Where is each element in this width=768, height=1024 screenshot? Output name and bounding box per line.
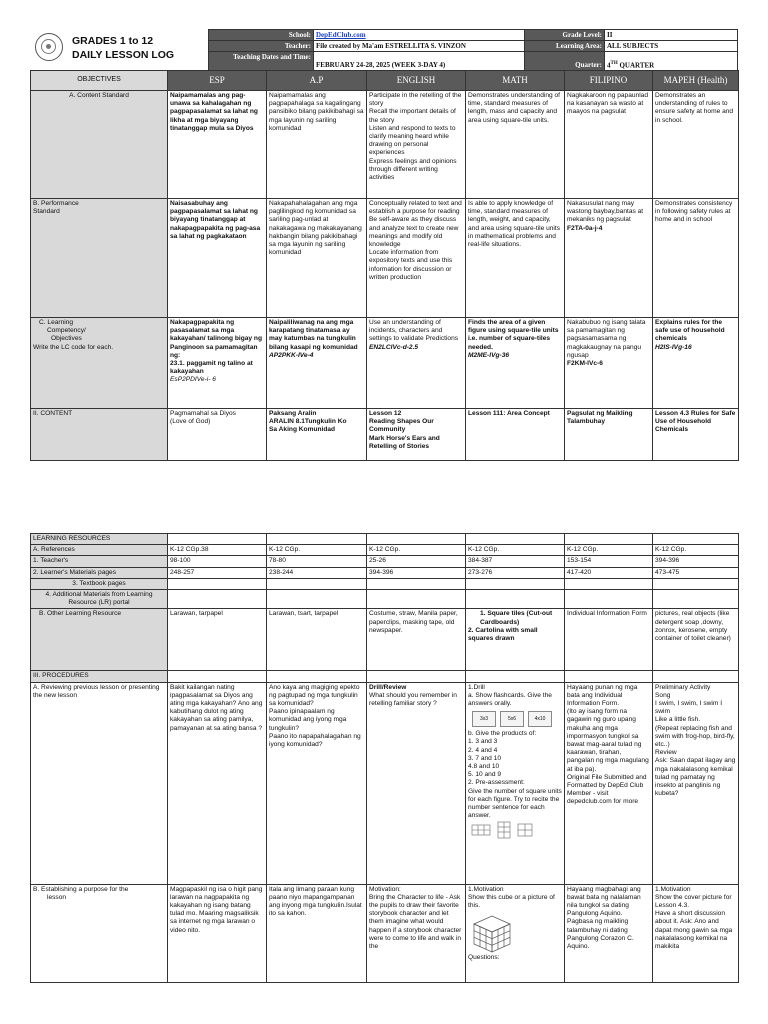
content-ap: Paksang Aralin ARALIN 8.1Tungkulin Ko Sa Aking Komunidad [267,409,367,461]
competencies-filipino-code: F2KM-IVc-6 [567,360,603,368]
competencies-mapeh: Explains rules for the safe use of household chemicals H2IS-IVg-16 [653,318,739,409]
quarter-value: 4TH QUARTER [605,52,738,71]
competencies-esp-code: EsP2PDIVe-i- 6 [170,376,216,384]
teachers-mapeh: 394-396 [653,556,739,567]
header-info-table [208,29,738,71]
column-ap: A.P [267,71,367,91]
teachers-english: 25-26 [367,556,466,567]
additional-materials-label: 4. Additional Materials from Learning Resource (LR) portal [31,590,168,609]
establishing-filipino: Hayaang magbahagi ang bawat bata ng nalalaman nila tungkol sa dating Pangulong Aquino. Pagbasa ng maikling talambuhay ni dating Pangulong Corazon C. Aquino. [565,884,653,982]
references-label: A. References [31,545,168,556]
other-resource-mapeh: pictures, real objects (like detergent soap ,downy, zonrox, kerosene, empty container of toilet cleaner) [653,609,739,671]
content-standard-esp: Naipamamalas ang pag-unawa sa kahalagahan ng pagpapasalamat sa lahat ng likha at mga biyayang tinatanggap mula sa Diyos [168,91,267,199]
establishing-esp: Magpapaskil ng isa o higit pang larawan na nagpapakita ng kakayahan ng isang batang tulad mo. Maaring magsaliksik sa internet ng mga larawan o video nito. [168,884,267,982]
teaching-dates-label: Teaching Dates and Time: [209,52,314,71]
references-esp: K-12 CGp.38 [168,545,267,556]
flashcard: 5x6 [500,711,524,727]
learners-esp: 248-257 [168,567,267,578]
references-ap: K-12 CGp. [267,545,367,556]
school-link[interactable]: DepEdClub.com [316,31,366,39]
column-mapeh: MAPEH (Health) [653,71,739,91]
quarter-label: Quarter: [525,52,605,71]
flashcard: 3x3 [472,711,496,727]
learners-mapeh: 473-475 [653,567,739,578]
learning-area-label: Learning Area: [525,41,605,52]
reviewing-ap: Ano kaya ang magiging epekto ng pagtupad ng mga tungkulin sa komunidad? Paano ipinapaalam ng komunidad ang iyong mga tungkulin? Paano ito napapahalagahan ng iyong komunidad? [267,682,367,884]
grade-level-value: II [605,30,738,41]
teachers-ap: 78-80 [267,556,367,567]
other-resource-ap: Larawan, tsart, tarpapel [267,609,367,671]
performance-standard-mapeh: Demonstrates consistency in following safety rules at home and in school [653,199,739,318]
references-english: K-12 CGp. [367,545,466,556]
content-filipino: Pagsulat ng Maikling Talambuhay [565,409,653,461]
competencies-filipino: Nakabubuo ng isang talata sa pamamagitan ng pagsasamasama ng magkakaugnay na pangu ngusap F2KM-IVc-6 [565,318,653,409]
performance-standard-filipino: Nakasusulat nang may wastong baybay,bantas at mekaniks ng pagsulat F2TA-0a-j-4 [565,199,653,318]
objectives-header: OBJECTIVES [31,71,168,91]
form-title-line1: GRADES 1 to 12 [72,35,154,47]
competencies-math: Finds the area of a given figure using square-tile units i.e. number of square-tiles needed. M2ME-IVg-36 [466,318,565,409]
content-math: Lesson 111: Area Concept [466,409,565,461]
content-esp: Pagmamahal sa Diyos (Love of God) [168,409,267,461]
references-filipino: K-12 CGp. [565,545,653,556]
competencies-label: C. Learning Competency/ Objectives Write the LC code for each. [31,318,168,409]
content-standard-english: Participate in the retelling of the story Recall the important details of the story Listen and respond to texts to clarify meaning heard while drawing on personal experiences Express feelings and opinions through different writing activities [367,91,466,199]
teachers-filipino: 153-154 [565,556,653,567]
reviewing-mapeh: Preliminary Activity Song I swim, I swim, I swim I swim Like a little fish. (Repeat replacing fish and swim with frog-hop, bird-fly, etc..) Review Ask: Saan dapat ilagay ang mga nakalalasong kemikal tulad ng pamatay ng insekto at panglinis ng kubeta? [653,682,739,884]
teacher-value: File created by Ma'am ESTRELLITA S. VINZON [314,41,525,52]
reviewing-filipino: Hayaang punan ng mga bata ang Individual Information Form. (Ito ay isang form na gagawin ng guro upang makuha ang mga impormasyon tungkol sa bawat mag-aaral tulad ng kaarawan, tirahan, pangalan ng mga magulang at iba pa). Original File Submitted and Formatted by DepEd Club Member - visit depedclub.com for more [565,682,653,884]
column-math: MATH [466,71,565,91]
other-resource-esp: Larawan, tarpapel [168,609,267,671]
column-esp: ESP [168,71,267,91]
competencies-english: Use an understanding of incidents, characters and settings to validate Predictions EN2LCIVc-d-2.5 [367,318,466,409]
performance-standard-ap: Nakapahahalagahan ang mga paglilingkod ng komunidad sa sariling pag-unlad at nakakagawa ng makakayanang hakbangin bilang pakikibahagi sa mga layunin ng sariling komunidad [267,199,367,318]
flashcards [472,711,562,727]
column-filipino: FILIPINO [565,71,653,91]
learning-resources-header: LEARNING RESOURCES [31,534,168,545]
grade-level-label: Grade Level: [525,30,605,41]
learning-area-value: ALL SUBJECTS [605,41,738,52]
content-label: II. CONTENT [31,409,168,461]
establishing-ap: Itala ang limang paraan kung paano niyo mapangampanan ang inyong mga tungkulin.Isulat ito sa kahon. [267,884,367,982]
form-title-line2: DAILY LESSON LOG [72,49,175,61]
other-resource-english: Costume, straw, Manila paper, paperclips, masking tape, old newspaper. [367,609,466,671]
teachers-guide-label: 1. Teacher's [31,556,168,567]
column-english: ENGLISH [367,71,466,91]
textbook-pages-label: 3. Textbook pages [31,578,168,589]
content-standard-label: A. Content Standard [31,91,168,199]
reviewing-math: 1.Drill a. Show flashcards. Give the answers orally. 3x3 5x6 4x10 b. Give the products of: 1. 3 and 3 2. 4 and 4 3. 7 and 10 4.8 and 10 5. 10 and 9 2. Pre-assessment: Give the number of square units for each figure. Try to recite the number sentence for each answer. [466,682,565,884]
resources-procedures-table [30,533,739,983]
establishing-math: 1.Motivation Show this cube or a picture of this. Questions: [466,884,565,982]
references-mapeh: K-12 CGp. [653,545,739,556]
reviewing-english: Drill/Review What should you remember in retelling familiar story ? [367,682,466,884]
school-label: School: [209,30,314,41]
square-unit-figures [468,820,548,840]
content-english: Lesson 12 Reading Shapes Our Community Mark Horse's Ears and Retelling of Stories [367,409,466,461]
learners-math: 273-276 [466,567,565,578]
other-resource-math: 1. Square tiles (Cut-out Cardboards) 2. Cartolina with small squares drawn [466,609,565,671]
objectives-table [30,70,739,461]
establishing-mapeh: 1.Motivation Show the cover picture for Lesson 4.3. Have a short discussion about it. Ask: Ano and dapat mong gawin sa mga nakalalasong kemikal na makikita [653,884,739,982]
other-resource-filipino: Individual Information Form [565,609,653,671]
learners-filipino: 417-420 [565,567,653,578]
performance-standard-math: Is able to apply knowledge of time, standard measures of length, weight, and capacity, and area using square-tile units in mathematical problems and real-life situations. [466,199,565,318]
competencies-ap-code: AP2PKK-IVe-4 [269,351,314,359]
drill-review-title: Drill/Review [369,683,407,691]
competencies-math-code: M2ME-IVg-36 [468,351,510,359]
deped-seal-logo [35,33,63,61]
content-standard-filipino: Nagkakaroon ng papaunlad na kasanayan sa wasto at maayos na pagsulat [565,91,653,199]
establishing-english: Motivation: Bring the Character to life - Ask the pupils to draw their favorite storybook character and let them imagine what would happen if a storybook character were to come to life and walk in the [367,884,466,982]
performance-standard-filipino-code: F2TA-0a-j-4 [567,224,603,232]
performance-standard-esp: Naisasabuhay ang pagpapasalamat sa lahat ng biyayang tinatanggap at nakapagpapakita ng pag-asa sa lahat ng pagkakataon [168,199,267,318]
content-standard-ap: Naipamamalas ang pagpapahalaga sa kagalingang pansibiko bilang pakikibahagi sa mga layunin ng sariling komunidad [267,91,367,199]
learners-materials-label: 2. Learner's Materials pages [31,567,168,578]
reviewing-label: A. Reviewing previous lesson or presenting the new lesson [31,682,168,884]
reviewing-esp: Bakit kailangan nating ipagpasalamat sa Diyos ang ating mga kakayahan? Ano ang kabutihang dulot ng ating kakayahan sa ating pamilya, pamayanan at sa ating bansa ? [168,682,267,884]
teachers-esp: 98-100 [168,556,267,567]
learners-ap: 238-244 [267,567,367,578]
performance-standard-label: B. Performance Standard [31,199,168,318]
teacher-label: Teacher: [209,41,314,52]
teaching-dates-value: FEBRUARY 24-28, 2025 (WEEK 3-DAY 4) [314,52,525,71]
competencies-esp: Nakapagpapakita ng pasasalamat sa mga kakayahan/ talinong bigay ng Panginoon sa pamamagitan ng: 23.1. paggamit ng talino at kakayahan EsP2PDIVe-i- 6 [168,318,267,409]
content-standard-mapeh: Demonstrates an understanding of rules to ensure safety at home and in school. [653,91,739,199]
establishing-label: B. Establishing a purpose for the lesson [31,884,168,982]
performance-standard-english: Conceptually related to text and establish a purpose for reading Be self-aware as they discuss and analyze text to create new meanings and modify old knowledge Locate information from expository texts and use this information for discussion or written production [367,199,466,318]
references-math: K-12 CGp. [466,545,565,556]
procedures-header: III. PROCEDURES [31,671,168,682]
teachers-math: 384-387 [466,556,565,567]
content-standard-math: Demonstrates understanding of time, standard measures of length, mass and capacity and area using square-tile units. [466,91,565,199]
other-resource-label: B. Other Learning Resource [31,609,168,671]
competencies-english-code: EN2LCIVc-d-2.5 [369,343,419,351]
learners-english: 394-396 [367,567,466,578]
cube-picture [468,910,518,954]
competencies-mapeh-code: H2IS-IVg-16 [655,343,692,351]
content-mapeh: Lesson 4.3 Rules for Safe Use of Household Chemicals [653,409,739,461]
competencies-ap: Naipaliliwanag na ang mga karapatang tinatamasa ay may katumbas na tungkulin bilang kasapi ng komunidad AP2PKK-IVe-4 [267,318,367,409]
flashcard: 4x10 [528,711,552,727]
school-value [314,30,525,41]
